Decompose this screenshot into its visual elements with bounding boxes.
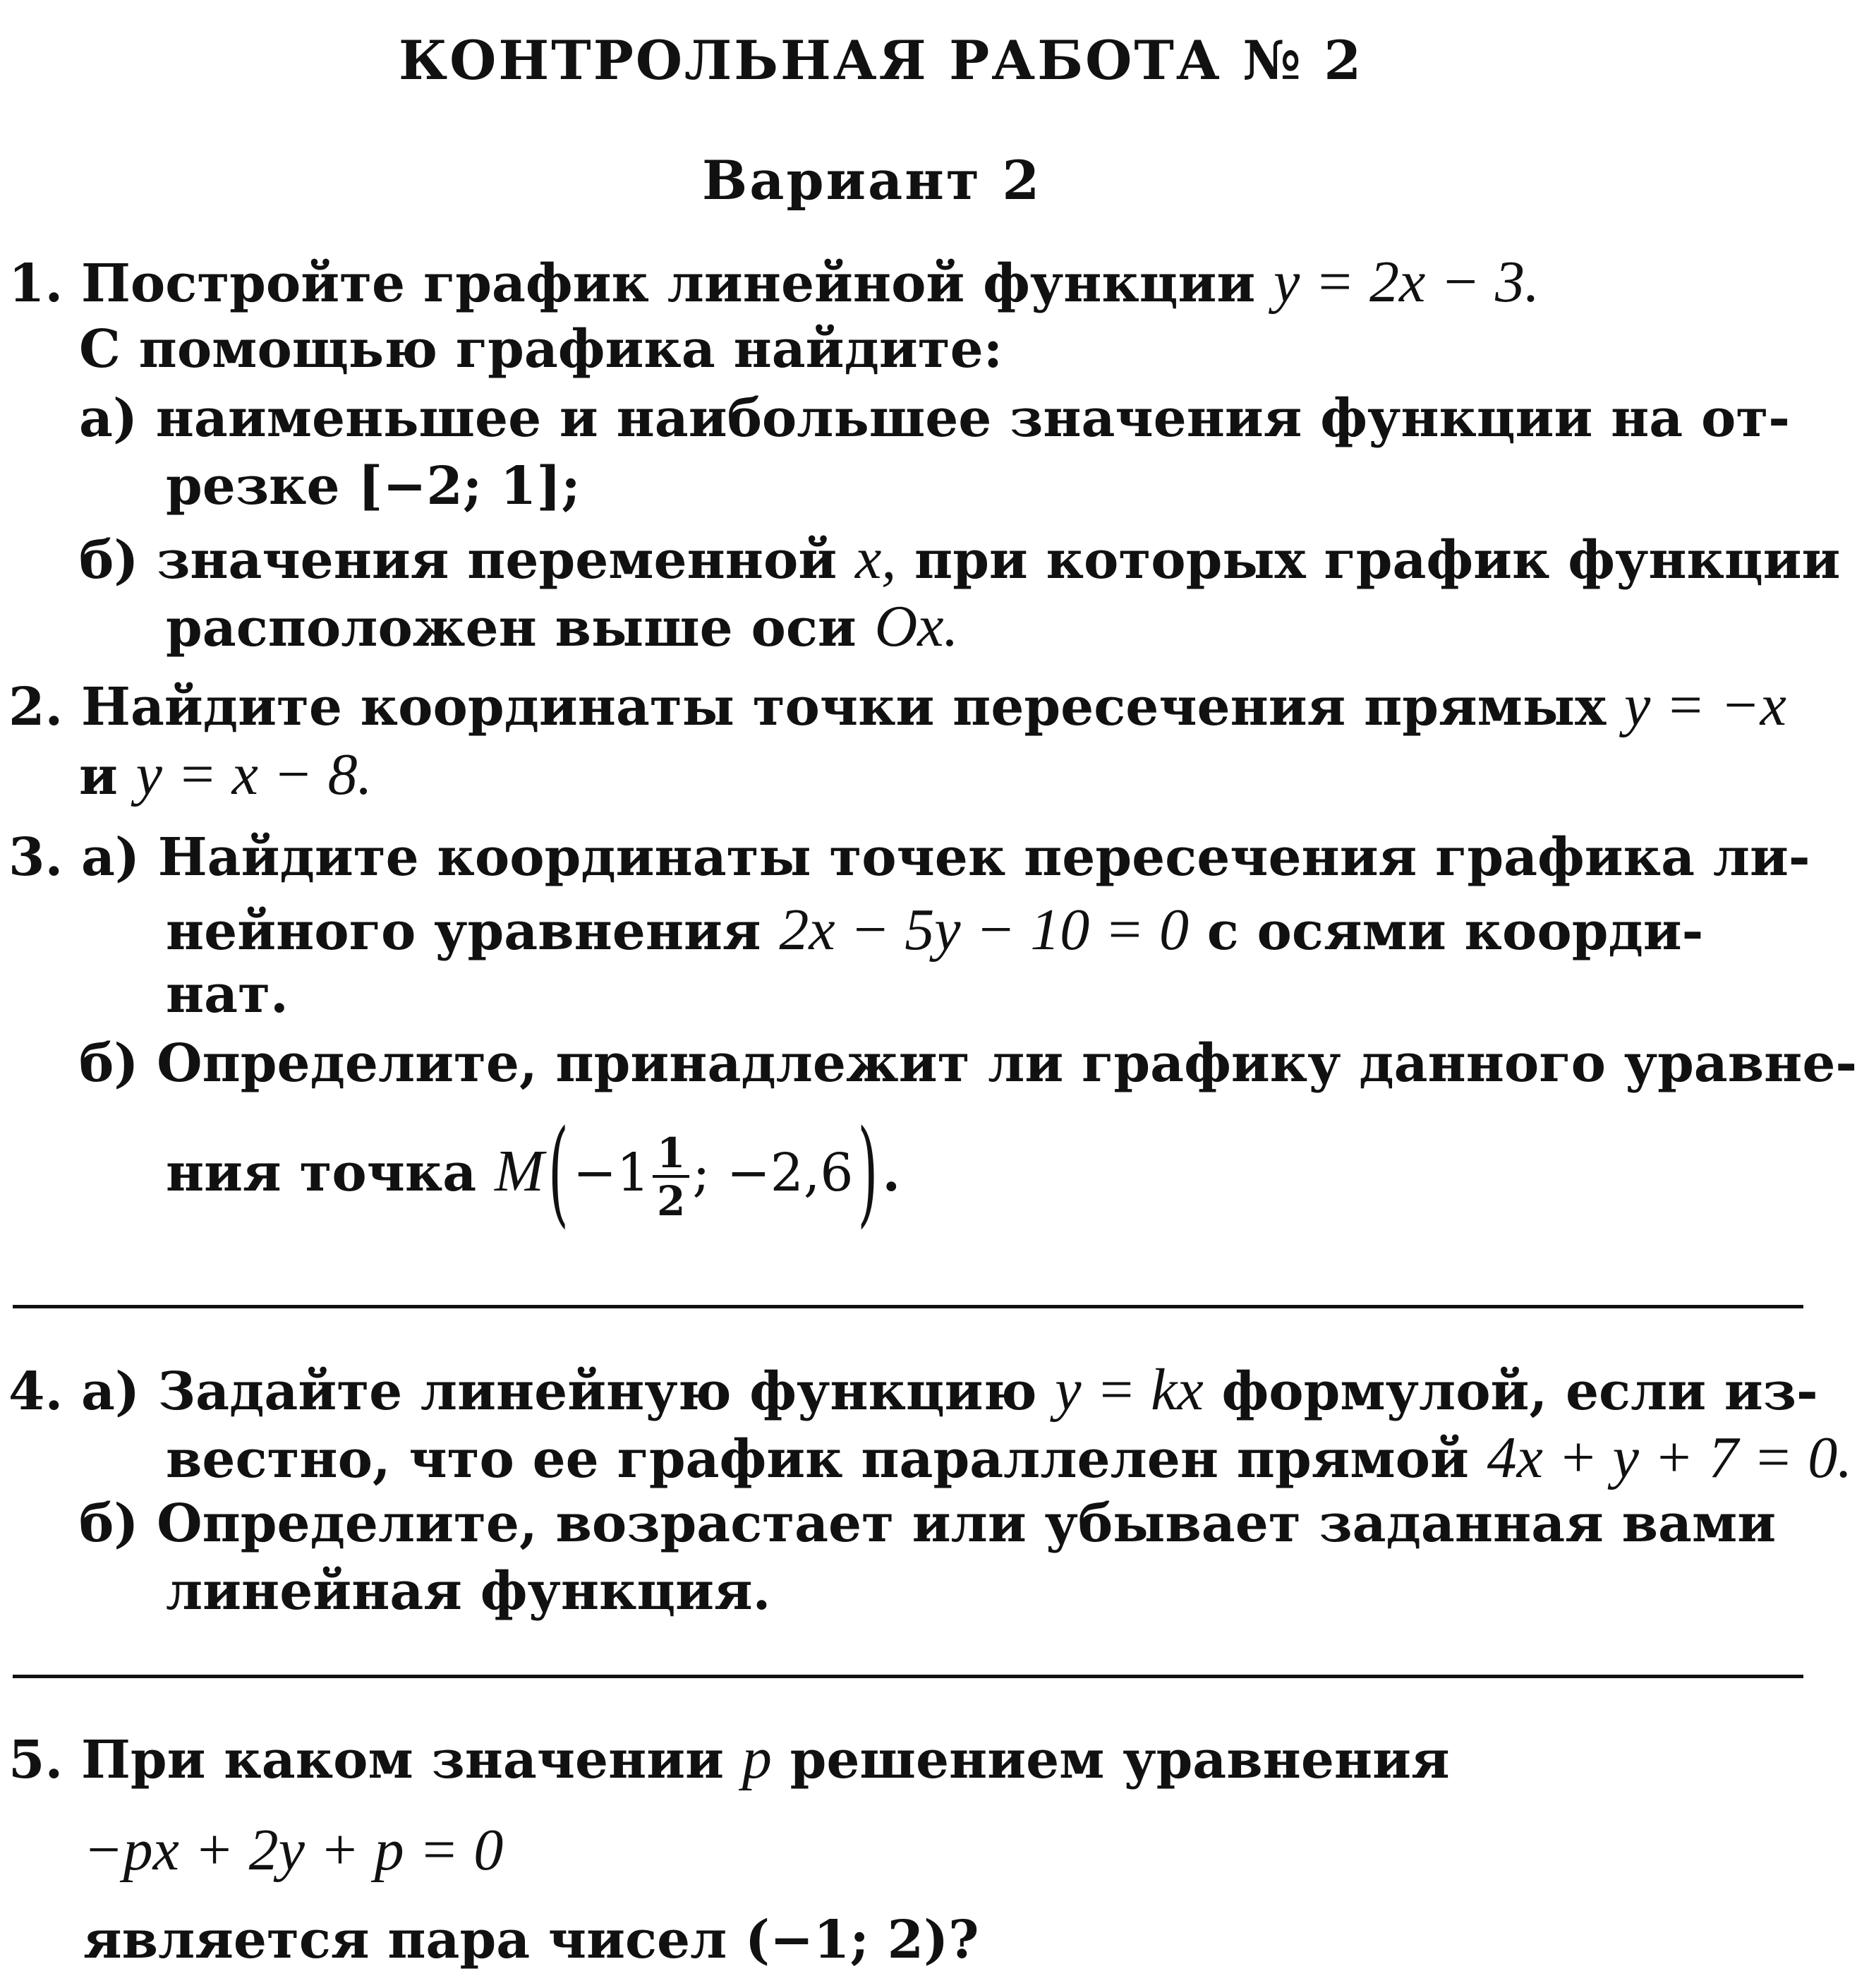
task-text: расположен выше оси: [166, 598, 857, 658]
equation: y = 2x − 3.: [1274, 249, 1540, 315]
subtask-label: б): [79, 1033, 139, 1094]
variable: x,: [854, 526, 897, 591]
task-text: С помощью графика найдите:: [79, 319, 1003, 380]
equation: y = −x: [1624, 673, 1786, 738]
equation: 4x + y + 7 = 0.: [1487, 1425, 1853, 1490]
subtask-label: б): [79, 1493, 139, 1554]
task-text: Найдите координаты точек пересечения графика ли-: [157, 827, 1810, 888]
task-text: решением уравнения: [790, 1730, 1450, 1790]
task-text: с осями коорди-: [1206, 901, 1704, 962]
period: .: [882, 1143, 901, 1203]
task-text: нат.: [166, 964, 289, 1025]
task-text: значения переменной: [157, 530, 837, 591]
task-text: резке [−2; 1];: [166, 456, 581, 517]
right-paren: ): [857, 1106, 878, 1240]
worksheet-title: КОНТРОЛЬНАЯ РАБОТА № 2: [399, 29, 1364, 92]
task-number: 5.: [8, 1730, 63, 1790]
task-text: и: [79, 746, 118, 807]
section-divider: [13, 1305, 1803, 1308]
subtask-label: а): [79, 388, 138, 449]
subtask-label: б): [79, 530, 139, 591]
task-text: ния точка: [166, 1143, 477, 1203]
mixed-number-int: −1: [572, 1143, 650, 1203]
task-number: 1.: [8, 253, 63, 314]
task-text: является пара чисел (−1; 2)?: [83, 1910, 979, 1970]
equation: y = x − 8.: [135, 742, 373, 807]
task-number: 4.: [8, 1361, 63, 1422]
task-text: Постройте график линейной функции: [81, 253, 1256, 314]
fraction-denominator: 2: [656, 1176, 686, 1225]
task-text: линейная функция.: [166, 1561, 771, 1622]
subtask-label: а): [81, 1361, 140, 1422]
task-text: вестно, что ее график параллелен прямой: [166, 1429, 1469, 1490]
task-text: При каком значении: [81, 1730, 725, 1790]
equation: 2x − 5y − 10 = 0: [779, 897, 1189, 963]
task-number: 3.: [8, 827, 63, 888]
variable: Ox.: [874, 594, 959, 659]
task-text: Определите, принадлежит ли графику данного уравне-: [157, 1033, 1857, 1094]
variable: p: [742, 1725, 772, 1791]
variant-heading: Вариант 2: [702, 149, 1042, 212]
task-text: при которых график функции: [914, 530, 1841, 591]
subtask-label: а): [81, 827, 140, 888]
task-text: Задайте линейную функцию: [157, 1361, 1037, 1422]
task-text: формулой, если из-: [1221, 1361, 1818, 1422]
task-text: наименьшее и наибольшее значения функции на от-: [155, 388, 1790, 449]
task-text: Определите, возрастает или убывает заданная вами: [157, 1493, 1777, 1554]
point-coordinates: ; −2,6: [692, 1143, 854, 1203]
fraction-numerator: 1: [653, 1133, 689, 1178]
point-label: M: [495, 1138, 544, 1204]
task-text: Найдите координаты точки пересечения прямых: [81, 677, 1607, 737]
equation: y = kx: [1055, 1357, 1204, 1423]
task-text: нейного уравнения: [166, 901, 761, 962]
left-paren: (: [548, 1106, 569, 1240]
fraction: [653, 1128, 689, 1225]
task-number: 2.: [8, 677, 63, 737]
equation: −px + 2y + p = 0: [83, 1817, 504, 1883]
section-divider: [13, 1675, 1803, 1678]
